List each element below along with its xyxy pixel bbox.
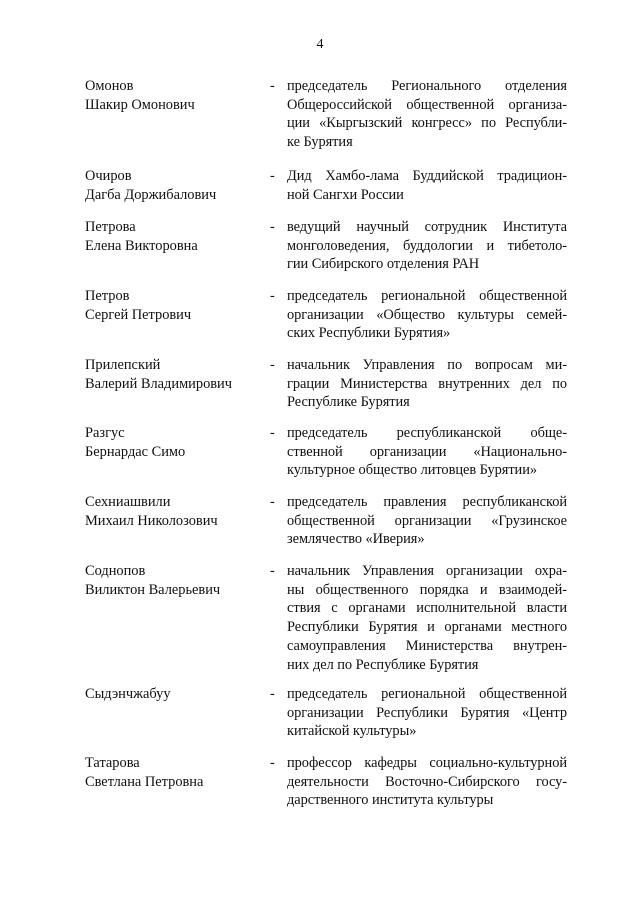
- dash-separator: -: [270, 219, 275, 235]
- member-position-line: ке Бурятия: [287, 134, 353, 151]
- member-position-line: дарственного института культуры: [287, 792, 494, 809]
- member-position-line: председатель Регионального отделения: [287, 78, 567, 94]
- member-position-line: Дид Хамбо-лама Буддийской традицион-: [287, 168, 567, 184]
- member-position: [287, 77, 567, 152]
- member-position-line: председатель региональной общественной: [287, 288, 567, 304]
- member-position-line: деятельности Восточно-Сибирского госу-: [287, 773, 567, 790]
- member-entry: [85, 424, 567, 480]
- member-name: [85, 287, 270, 343]
- member-name-line: Петров: [85, 288, 130, 304]
- member-position-line: самоуправления Министерства внутрен-: [287, 637, 567, 654]
- member-position-line: председатель региональной общественной: [287, 686, 567, 702]
- member-position: [287, 218, 567, 274]
- member-position-line: гии Сибирского отделения РАН: [287, 256, 480, 273]
- member-position-line: Республике Бурятия: [287, 394, 410, 411]
- dash-separator: -: [270, 563, 275, 579]
- dash-separator: -: [270, 288, 275, 304]
- member-position-line: организации Республики Бурятия «Центр: [287, 704, 567, 721]
- member-entry: [85, 562, 567, 674]
- member-position-line: Общероссийской общественной организа-: [287, 96, 567, 113]
- member-name-line: Омонов: [85, 78, 134, 94]
- member-entry: [85, 77, 567, 152]
- member-position-line: ских Республики Бурятия»: [287, 325, 451, 342]
- member-name-line: Сергей Петрович: [85, 306, 192, 323]
- dash-separator: -: [270, 357, 275, 373]
- member-name-line: Светлана Петровна: [85, 773, 204, 790]
- member-name-line: Бернардас Симо: [85, 443, 186, 460]
- dash-separator: -: [270, 686, 275, 702]
- member-position-line: начальник Управления организации охра-: [287, 563, 567, 579]
- page-number: 4: [316, 37, 324, 52]
- member-name: [85, 562, 270, 674]
- member-name-line: Петрова: [85, 219, 136, 235]
- member-position-line: начальник Управления по вопросам ми-: [287, 357, 567, 373]
- member-position-line: председатель республиканской обще-: [287, 425, 567, 441]
- member-name-line: Виликтон Валерьевич: [85, 581, 221, 598]
- member-position: [287, 754, 567, 810]
- member-name-line: Татарова: [85, 755, 140, 771]
- member-name-line: Дагба Доржибалович: [85, 186, 217, 203]
- dash-separator: -: [270, 494, 275, 510]
- member-position-line: ведущий научный сотрудник Института: [287, 219, 567, 235]
- dash-separator: -: [270, 78, 275, 94]
- member-name-line: Разгус: [85, 425, 125, 441]
- member-name-line: Прилепский: [85, 357, 161, 373]
- member-name: [85, 218, 270, 274]
- member-name-line: Очиров: [85, 168, 132, 184]
- member-entry: [85, 356, 567, 412]
- member-position: [287, 356, 567, 412]
- member-entry: [85, 493, 567, 549]
- member-position-line: ны общественного порядка и взаимодей-: [287, 581, 567, 598]
- member-name: [85, 167, 270, 204]
- member-entry: [85, 287, 567, 343]
- member-entry: [85, 167, 567, 204]
- member-position-line: Республики Бурятия и органами местного: [287, 619, 567, 636]
- member-position: [287, 167, 567, 204]
- member-name-line: Валерий Владимирович: [85, 375, 232, 392]
- member-position: [287, 562, 567, 674]
- member-entry: [85, 685, 567, 741]
- member-name-line: Михаил Николозович: [85, 512, 218, 529]
- member-position-line: председатель правления республиканской: [287, 494, 567, 510]
- member-position: [287, 287, 567, 343]
- member-name-line: Шакир Омонович: [85, 96, 195, 113]
- member-position-line: монголоведения, буддологии и тибетоло-: [287, 237, 567, 254]
- member-position: [287, 685, 567, 741]
- dash-separator: -: [270, 168, 275, 184]
- member-position-line: грации Министерства внутренних дел по: [287, 375, 567, 392]
- member-name-line: Сыдэнчжабуу: [85, 686, 171, 702]
- member-position-line: ции «Кыргызский конгресс» по Республи-: [287, 115, 567, 132]
- member-position-line: ственной организации «Национально-: [287, 443, 567, 460]
- member-position-line: общественной организации «Грузинское: [287, 512, 567, 529]
- member-position-line: профессор кафедры социально-культурной: [287, 755, 567, 771]
- member-position-line: культурное общество литовцев Бурятии»: [287, 462, 538, 479]
- member-position-line: ствия с органами исполнительной власти: [287, 600, 567, 617]
- member-position-line: ной Сангхи России: [287, 186, 404, 203]
- dash-separator: -: [270, 755, 275, 771]
- member-position-line: них дел по Республике Бурятия: [287, 656, 479, 673]
- dash-separator: -: [270, 425, 275, 441]
- member-entry: [85, 754, 567, 810]
- member-position-line: землячество «Иверия»: [287, 531, 425, 548]
- member-name: [85, 685, 270, 741]
- member-name-line: Елена Викторовна: [85, 237, 198, 254]
- member-position-line: китайской культуры»: [287, 723, 417, 740]
- member-position: [287, 424, 567, 480]
- member-name: [85, 356, 270, 412]
- member-position: [287, 493, 567, 549]
- member-name: [85, 77, 270, 152]
- member-name: [85, 754, 270, 810]
- member-name: [85, 493, 270, 549]
- member-name: [85, 424, 270, 480]
- member-name-line: Сехниашвили: [85, 494, 171, 510]
- member-name-line: Соднопов: [85, 563, 146, 579]
- member-position-line: организации «Общество культуры семей-: [287, 306, 567, 323]
- member-entry: [85, 218, 567, 274]
